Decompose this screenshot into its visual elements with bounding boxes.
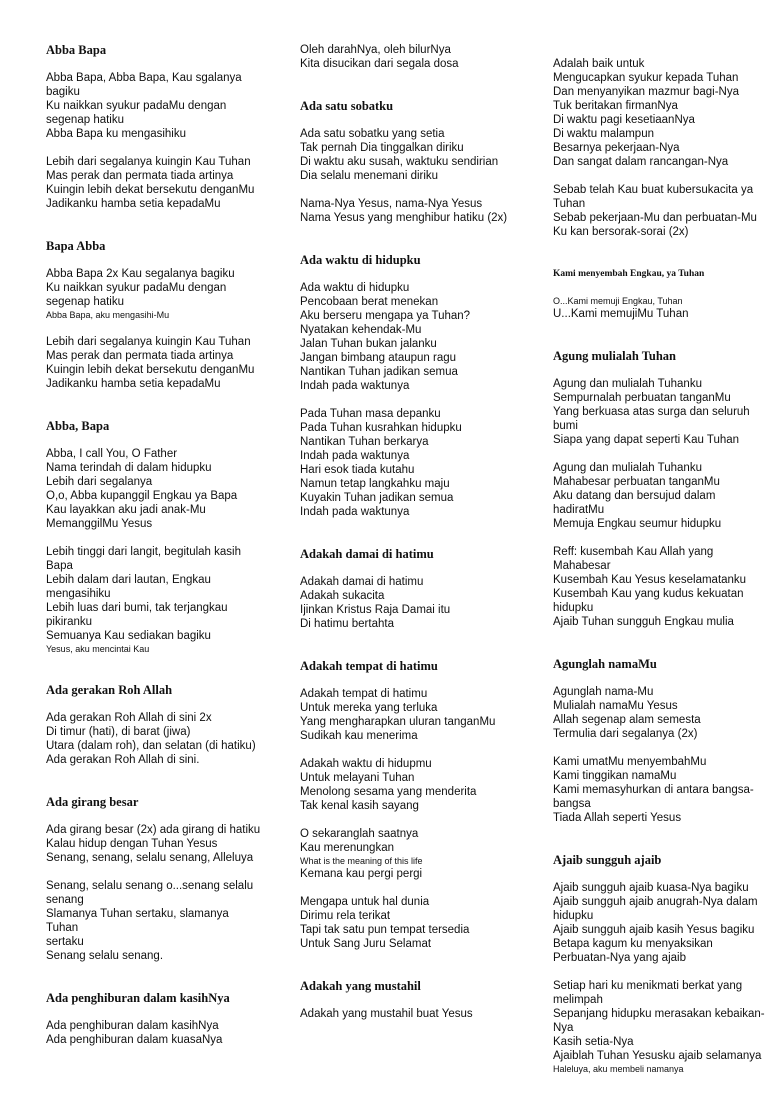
lyric-line: Tiada Allah seperti Yesus <box>553 812 682 824</box>
lyric-line: O,o, Abba kupanggil Engkau ya Bapa <box>46 490 238 502</box>
lyric-line: Nama-Nya Yesus, nama-Nya Yesus <box>300 198 483 210</box>
lyric-line: Ada waktu di hidupku <box>300 282 410 294</box>
lyric-line: Ada penghiburan dalam kuasaNya <box>46 1034 223 1046</box>
lyric-line: Yang mengharapkan uluran tanganMu <box>300 716 496 728</box>
lyric-line: Adakah sukacita <box>300 590 385 602</box>
lyric-line: Yang berkuasa atas surga dan seluruh <box>553 406 750 418</box>
lyric-line: O...Kami memuji Engkau, Tuhan <box>553 296 683 306</box>
lyric-line: segenap hatiku <box>46 114 125 126</box>
song-title: Kami menyembah Engkau, ya Tuhan <box>553 269 705 279</box>
lyric-line: Abba Bapa, Abba Bapa, Kau sgalanya <box>46 72 242 84</box>
lyric-line: Sempurnalah perbuatan tanganMu <box>553 392 731 404</box>
lyric-line: Kuingin lebih dekat bersekutu denganMu <box>46 184 255 196</box>
lyric-line: Indah pada waktunya <box>300 450 410 462</box>
lyric-line: Lebih dari segalanya kuingin Kau Tuhan <box>46 156 251 168</box>
stanza <box>46 823 261 865</box>
lyric-line: Pencobaan berat menekan <box>300 296 439 308</box>
stanza <box>553 755 767 825</box>
lyric-line: Di waktu malampun <box>553 128 654 140</box>
lyric-line: Slamanya Tuhan sertaku, slamanya Tuhan <box>46 908 229 934</box>
lyric-line: Adakah waktu di hidupmu <box>300 758 432 770</box>
lyric-line: Siapa yang dapat seperti Kau Tuhan <box>553 434 740 446</box>
lyric-line: Dan sangat dalam rancangan-Nya <box>553 156 729 168</box>
song-adakah-yang-mustahil <box>300 979 520 1021</box>
lyric-line: Mulialah namaMu Yesus <box>553 700 678 712</box>
lyric-line: Termulia dari segalanya (2x) <box>553 728 698 740</box>
lyric-line: Ku naikkan syukur padaMu dengan <box>46 100 227 112</box>
lyric-line: Kalau hidup dengan Tuhan Yesus <box>46 838 218 850</box>
song-ada-girang-besar <box>46 795 261 963</box>
stanza <box>300 827 520 881</box>
song-ajaib-sungguh-ajaib <box>553 853 767 1075</box>
lyric-line: Mahabesar perbuatan tanganMu <box>553 476 720 488</box>
lyric-line: Adakah damai di hatimu <box>300 576 424 588</box>
lyric-line: Mengapa untuk hal dunia <box>300 896 430 908</box>
lyric-line: Sebab telah Kau buat kubersukacita ya Tuhan <box>553 184 754 210</box>
lyric-line: Jadikanku hamba setia kepadaMu <box>46 378 221 390</box>
stanza <box>553 57 767 169</box>
lyric-line: melimpah <box>553 994 603 1006</box>
lyric-line: Lebih luas dari bumi, tak terjangkau <box>46 602 228 614</box>
lyric-line: Senang, senang, selalu senang, Alleluya <box>46 852 254 864</box>
column-right <box>553 57 767 1103</box>
lyric-line: Ada gerakan Roh Allah di sini 2x <box>46 712 212 724</box>
lyric-line: Jadikanku hamba setia kepadaMu <box>46 198 221 210</box>
lyric-line: Ada gerakan Roh Allah di sini. <box>46 754 200 766</box>
lyric-line: Indah pada waktunya <box>300 506 410 518</box>
lyric-line: Abba, I call You, O Father <box>46 448 178 460</box>
lyric-line: pikiranku <box>46 616 93 628</box>
lyric-line: Tuk beritakan firmanNya <box>553 100 678 112</box>
lyric-line: Senang selalu senang. <box>46 950 164 962</box>
lyric-line: Haleluya, aku membeli namanya <box>553 1064 684 1074</box>
song-title: Ada penghiburan dalam kasihNya <box>46 991 230 1005</box>
song-kami-menyembah-engkau-ya-tuhan <box>553 267 767 321</box>
stanza <box>300 757 520 813</box>
lyric-line: Nama terindah di dalam hidupku <box>46 462 212 474</box>
stanza <box>46 711 261 767</box>
lyric-line: Ajaib Tuhan sungguh Engkau mulia <box>553 616 734 628</box>
lyric-line: Ajaib sungguh ajaib kuasa-Nya bagiku <box>553 882 749 894</box>
song-continuation <box>300 43 520 71</box>
stanza <box>46 1019 261 1047</box>
lyric-line: Ada penghiburan dalam kasihNya <box>46 1020 219 1032</box>
lyric-line: Nama Yesus yang menghibur hatiku (2x) <box>300 212 508 224</box>
lyric-line: Sudikah kau menerima <box>300 730 418 742</box>
lyric-line: Ada girang besar (2x) ada girang di hatiku <box>46 824 261 836</box>
lyric-line: Lebih tinggi dari langit, begitulah kasih Bapa <box>46 546 241 572</box>
lyric-line: Ajaib sungguh ajaib kasih Yesus bagiku <box>553 924 755 936</box>
lyric-line: Ku naikkan syukur padaMu dengan <box>46 282 227 294</box>
lyric-line: Sepanjang hidupku merasakan kebaikan- <box>553 1008 765 1020</box>
lyric-line: Senang, selalu senang o...senang selalu <box>46 880 254 892</box>
stanza <box>46 267 261 321</box>
stanza <box>553 545 767 629</box>
lyric-line: Indah pada waktunya <box>300 380 410 392</box>
lyric-line: Allah segenap alam semesta <box>553 714 701 726</box>
stanza <box>46 71 261 141</box>
lyric-line: Adakah tempat di hatimu <box>300 688 428 700</box>
stanza <box>553 881 767 965</box>
lyric-line: Memuja Engkau seumur hidupku <box>553 518 722 530</box>
lyric-line: Aku berseru mengapa ya Tuhan? <box>300 310 471 322</box>
stanza <box>46 155 261 211</box>
song-title: Bapa Abba <box>46 239 106 253</box>
song-abba-bapa <box>46 43 261 211</box>
lyric-line: Nantikan Tuhan jadikan semua <box>300 366 458 378</box>
lyric-line: Kusembah Kau Yesus keselamatanku <box>553 574 747 586</box>
song-title: Abba Bapa <box>46 43 107 57</box>
lyric-line: Adalah baik untuk <box>553 58 645 70</box>
lyric-line: Setiap hari ku menikmati berkat yang <box>553 980 743 992</box>
lyric-line: mengasihiku <box>46 588 111 600</box>
stanza <box>300 1007 520 1021</box>
lyric-line: Abba Bapa 2x Kau segalanya bagiku <box>46 268 235 280</box>
lyric-line: Kami tinggikan namaMu <box>553 770 677 782</box>
lyric-line: Pada Tuhan masa depanku <box>300 408 441 420</box>
lyric-line: Mengucapkan syukur kepada Tuhan <box>553 72 739 84</box>
song-adakah-damai-di-hatimu <box>300 547 520 631</box>
lyric-line: Untuk melayani Tuhan <box>300 772 415 784</box>
lyric-line: Abba Bapa, aku mengasihi-Mu <box>46 310 170 320</box>
stanza <box>300 281 520 393</box>
song-ada-waktu-di-hidupku <box>300 253 520 519</box>
lyric-line: Kau merenungkan <box>300 842 394 854</box>
lyric-line: Nya <box>553 1022 574 1034</box>
lyric-line: bumi <box>553 420 578 432</box>
song-ada-gerakan-roh-allah <box>46 683 261 767</box>
lyric-line: Yesus, aku mencintai Kau <box>46 644 150 654</box>
lyric-line: Kusembah Kau yang kudus kekuatan <box>553 588 744 600</box>
lyric-line: Tapi tak satu pun tempat tersedia <box>300 924 470 936</box>
lyric-line: Pada Tuhan kusrahkan hidupku <box>300 422 462 434</box>
lyric-line: Mas perak dan permata tiada artinya <box>46 350 234 362</box>
lyric-line: Dia selalu menemani diriku <box>300 170 439 182</box>
song-title: Ada girang besar <box>46 795 139 809</box>
lyric-line: Agunglah nama-Mu <box>553 686 654 698</box>
lyric-line: Besarnya pekerjaan-Nya <box>553 142 680 154</box>
lyric-line: bagiku <box>46 86 80 98</box>
stanza <box>300 895 520 951</box>
lyric-line: Dirimu rela terikat <box>300 910 391 922</box>
lyric-line: MemanggilMu Yesus <box>46 518 153 530</box>
lyric-line: O sekaranglah saatnya <box>300 828 419 840</box>
song-title: Adakah tempat di hatimu <box>300 659 438 673</box>
stanza <box>46 879 261 963</box>
lyric-line: Kemana kau pergi pergi <box>300 868 423 880</box>
stanza <box>553 377 767 447</box>
column-middle <box>300 43 520 1049</box>
song-title: Adakah yang mustahil <box>300 979 421 993</box>
song-adakah-tempat-di-hatimu <box>300 659 520 951</box>
song-title: Abba, Bapa <box>46 419 110 433</box>
lyric-line: Kau layakkan aku jadi anak-Mu <box>46 504 206 516</box>
lyric-line: sertaku <box>46 936 84 948</box>
song-agunglah-namamu <box>553 657 767 825</box>
lyric-line: Kami umatMu menyembahMu <box>553 756 707 768</box>
song-abba-bapa <box>46 419 261 655</box>
lyric-line: Aku datang dan bersujud dalam hadiratMu <box>553 490 716 516</box>
stanza <box>300 407 520 519</box>
song-ada-penghiburan-dalam-kasihnya <box>46 991 261 1047</box>
song-continuation <box>553 57 767 239</box>
song-title: Ada satu sobatku <box>300 99 394 113</box>
lyric-line: Utara (dalam roh), dan selatan (di hatiku) <box>46 740 256 752</box>
lyric-line: U...Kami memujiMu Tuhan <box>553 308 689 320</box>
lyric-line: Agung dan mulialah Tuhanku <box>553 378 702 390</box>
lyric-line: segenap hatiku <box>46 296 125 308</box>
song-title: Agunglah namaMu <box>553 657 657 671</box>
lyric-line: Menolong sesama yang menderita <box>300 786 477 798</box>
stanza <box>300 687 520 743</box>
stanza <box>46 447 261 531</box>
lyric-line: Ijinkan Kristus Raja Damai itu <box>300 604 451 616</box>
lyric-line: Kasih setia-Nya <box>553 1036 634 1048</box>
lyric-line: Jangan bimbang ataupun ragu <box>300 352 457 364</box>
lyric-line: Kuingin lebih dekat bersekutu denganMu <box>46 364 255 376</box>
lyric-line: Semuanya Kau sediakan bagiku <box>46 630 211 642</box>
lyric-line: Tak kenal kasih sayang <box>300 800 419 812</box>
lyric-line: Ada satu sobatku yang setia <box>300 128 445 140</box>
lyric-line: Di waktu pagi kesetiaanNya <box>553 114 695 126</box>
lyric-line: Oleh darahNya, oleh bilurNya <box>300 44 451 56</box>
song-agung-mulialah-tuhan <box>553 349 767 629</box>
lyric-line: Jalan Tuhan bukan jalanku <box>300 338 437 350</box>
lyric-line: hidupku <box>553 602 594 614</box>
lyric-line: Di hatimu bertahta <box>300 618 394 630</box>
lyric-line: Mas perak dan permata tiada artinya <box>46 170 234 182</box>
lyric-line: Kuyakin Tuhan jadikan semua <box>300 492 454 504</box>
song-title: Adakah damai di hatimu <box>300 547 434 561</box>
lyric-line: Kita disucikan dari segala dosa <box>300 58 459 70</box>
lyric-line: Untuk Sang Juru Selamat <box>300 938 432 950</box>
lyric-line: Hari esok tiada kutahu <box>300 464 415 476</box>
lyric-line: Adakah yang mustahil buat Yesus <box>300 1008 473 1020</box>
song-title: Ajaib sungguh ajaib <box>553 853 662 867</box>
lyric-line: Kami memasyhurkan di antara bangsa-bangsa <box>553 784 754 810</box>
lyric-line: Abba Bapa ku mengasihiku <box>46 128 187 140</box>
stanza <box>300 197 520 225</box>
song-title: Ada gerakan Roh Allah <box>46 683 173 697</box>
stanza <box>46 335 261 391</box>
song-ada-satu-sobatku <box>300 99 520 225</box>
stanza <box>553 461 767 531</box>
lyric-line: Nantikan Tuhan berkarya <box>300 436 429 448</box>
lyric-line: Namun tetap langkahku maju <box>300 478 450 490</box>
lyric-line: Tak pernah Dia tinggalkan diriku <box>300 142 464 154</box>
lyric-line: Lebih dari segalanya kuingin Kau Tuhan <box>46 336 251 348</box>
stanza <box>553 183 767 239</box>
lyric-line: Betapa kagum ku menyaksikan <box>553 938 713 950</box>
lyric-line: Ajaib sungguh ajaib anugrah-Nya dalam <box>553 896 758 908</box>
stanza <box>300 43 520 71</box>
column-left <box>46 43 261 1075</box>
lyric-line: Reff: kusembah Kau Allah yang Mahabesar <box>553 546 714 572</box>
lyric-line: Agung dan mulialah Tuhanku <box>553 462 702 474</box>
lyric-line: Untuk mereka yang terluka <box>300 702 438 714</box>
stanza <box>553 685 767 741</box>
stanza <box>300 127 520 183</box>
lyric-line: Nyatakan kehendak-Mu <box>300 324 422 336</box>
song-title: Ada waktu di hidupku <box>300 253 421 267</box>
stanza <box>300 575 520 631</box>
lyric-line: senang <box>46 894 84 906</box>
lyric-line: Dan menyanyikan mazmur bagi-Nya <box>553 86 739 98</box>
lyric-line: Ajaiblah Tuhan Yesusku ajaib selamanya <box>553 1050 762 1062</box>
stanza <box>46 545 261 655</box>
lyric-line: What is the meaning of this life <box>300 856 423 866</box>
lyric-line: Lebih dalam dari lautan, Engkau <box>46 574 211 586</box>
lyric-line: Lebih dari segalanya <box>46 476 153 488</box>
lyric-line: Di waktu aku susah, waktuku sendirian <box>300 156 499 168</box>
song-title: Agung mulialah Tuhan <box>553 349 676 363</box>
stanza <box>553 979 767 1075</box>
song-bapa-abba <box>46 239 261 391</box>
lyric-line: Di timur (hati), di barat (jiwa) <box>46 726 191 738</box>
stanza <box>553 295 767 321</box>
lyric-line: Sebab pekerjaan-Mu dan perbuatan-Mu <box>553 212 757 224</box>
lyric-line: Ku kan bersorak-sorai (2x) <box>553 226 689 238</box>
lyric-line: hidupku <box>553 910 594 922</box>
lyric-line: Perbuatan-Nya yang ajaib <box>553 952 686 964</box>
